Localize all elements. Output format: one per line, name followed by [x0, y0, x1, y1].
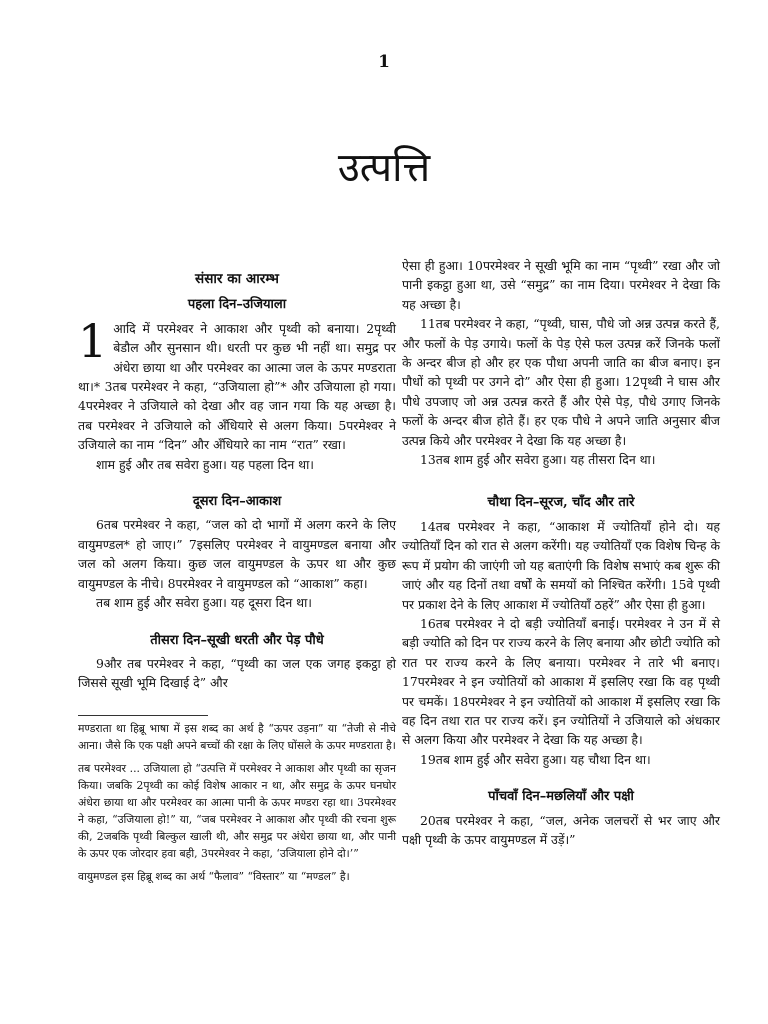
footnote-1: मण्डराता था हिब्रू भाषा में इस शब्द का अर्थ है “ऊपर उड़ना” या “तेजी से नीचे आना। जैसे कि एक पक्षी अपने बच्चों की रक्षा के लिए घोंसले के ऊपर मण्डराता है। [78, 721, 396, 752]
day1-close: शाम हुई और तब सवेरा हुआ। यह पहला दिन था। [96, 456, 314, 472]
footnotes [78, 715, 396, 885]
day3-heading: तीसरा दिन–सूखी धरती और पेड़ पौधे [150, 632, 324, 648]
day4-text: 14तब परमेश्वर ने कहा, “आकाश में ज्योतियाँ होने दो। यह ज्योतियाँ दिन को रात से अलग करेंगी। यह ज्योतियाँ एक विशेष चिन्ह के रूप में प्रयोग की जाएंगी जो यह बताएंगी कि विशेष सभाएं कब शुरू की जाएं और यह दिनों तथा वर्षों के समयों को निश्चित करेंगी। 15वे पृथ्वी पर प्रकाश देने के लिए आकाश में ज्योतियाँ ठहरें” और ऐसा ही हुआ। [402, 518, 720, 612]
chapter-numeral: 1 [78, 313, 108, 368]
day4-heading: चौथा दिन–सूरज, चाँद और तारे [487, 495, 635, 511]
day1-paragraph [78, 313, 396, 455]
day1-text: आदि में परमेश्वर ने आकाश और पृथ्वी को बनाया। 2पृथ्वी बेडौल और सुनसान थी। धरती पर कुछ भी नहीं था। समुद्र पर अंधेरा छाया था और परमेश्वर का आत्मा जल के ऊपर मण्डराता था।* 3तब परमेश्वर ने कहा, “उजियाला हो”* और उजियाला हो गया। 4परमेश्वर ने उजियाले को देखा और वह जान गया कि यह अच्छा है। तब परमेश्वर ने उजियाले को अँधियारे से अलग किया। 5परमेश्वर ने उजियाले का नाम “दिन” और अँधियारे का नाम “रात” रखा। [78, 320, 396, 453]
day1-heading: पहला दिन–उजियाला [187, 297, 287, 313]
verse-13: 13तब शाम हुई और सवेरा हुआ। यह तीसरा दिन था। [420, 452, 656, 468]
left-column [78, 256, 396, 891]
verse-16-18: 16तब परमेश्वर ने दो बड़ी ज्योतियाँ बनाई। परमेश्वर ने उन में से बड़ी ज्योति को दिन पर राज्य करने के लिए बनाया और छोटी ज्योति को रात पर राज्य करने के लिए बनाया। परमेश्वर ने तारे भी बनाए। 17परमेश्वर ने इन ज्योतियों को आकाश में इसलिए रखा कि वह पृथ्वी पर चमकें। 18परमेश्वर ने इन ज्योतियों को आकाश में इसलिए रखा कि वह दिन तथा रात पर राज्य करें। इन ज्योतियों ने उजियाले को अंधकार से अलग किया और परमेश्वर ने देखा कि यह अच्छा है। [402, 615, 720, 748]
day3-continuation: ऐसा ही हुआ। 10परमेश्वर ने सूखी भूमि का नाम “पृथ्वी” रखा और जो पानी इकट्ठा हुआ था, उसे “समुद्र” का नाम दिया। परमेश्वर ने देखा कि यह अच्छा है। [402, 258, 720, 312]
page-number: 1 [378, 52, 390, 72]
day2-heading: दूसरा दिन–आकाश [192, 494, 282, 510]
section-title: संसार का आरम्भ [195, 271, 279, 287]
verse-19: 19तब शाम हुई और सवेरा हुआ। यह चौथा दिन था। [420, 751, 651, 767]
right-column [402, 256, 720, 849]
day5-text: 20तब परमेश्वर ने कहा, “जल, अनेक जलचरों से भर जाए और पक्षी पृथ्वी के ऊपर वायुमण्डल में उड़ें।” [402, 812, 720, 847]
day5-heading: पाँचवाँ दिन–मछलियाँ और पक्षी [488, 789, 634, 805]
day2-close: तब शाम हुई और सवेरा हुआ। यह दूसरा दिन था। [96, 595, 313, 611]
book-title: उत्पत्ति [337, 145, 431, 191]
footnote-2: तब परमेश्वर ... उजियाला हो “उत्पत्ति में परमेश्वर ने आकाश और पृथ्वी का सृजन किया। जबकि 2पृथ्वी का कोई विशेष आकार न था, और समुद्र के ऊपर घनघोर अंधेरा छाया था और परमेश्वर का आत्मा पानी के ऊपर मण्डरा रहा था। 3परमेश्वर ने कहा, “उजियाला हो!” या, “जब परमेश्वर ने आकाश और पृथ्वी की रचना शुरू की, 2जबकि पृथ्वी बिल्कुल खाली थी, और समुद्र पर अंधेरा छाया था, और पानी के ऊपर एक जोरदार हवा बही, 3परमेश्वर ने कहा, ‘उजियाला होने दो।’” [78, 761, 396, 860]
verse-11-12: 11तब परमेश्वर ने कहा, “पृथ्वी, घास, पौधे जो अन्न उत्पन्न करते हैं, और फलों के पेड़ उगाये। फलों के पेड़ ऐसे फल उत्पन्न करें जिनके फलों के अन्दर बीज हो और हर एक पौधा अपनी जाति का बीज बनाए। इन पौधों को पृथ्वी पर उगने दो” और ऐसा ही हुआ। 12पृथ्वी ने घास और पौधे उपजाए जो अन्न उत्पन्न करते हैं और ऐसे पेड़, पौधे उगाए जिनके फलों के अन्दर बीज होते हैं। हर एक पौधे ने अपने जाति अनुसार बीज उत्पन्न किये और परमेश्वर ने देखा कि यह अच्छा है। [402, 316, 720, 448]
footnote-3: वायुमण्डल इस हिब्रू शब्द का अर्थ “फैलाव” “विस्तार” या “मण्डल” है। [78, 869, 350, 883]
day3-text: 9और तब परमेश्वर ने कहा, “पृथ्वी का जल एक जगह इकट्ठा हो जिससे सूखी भूमि दिखाई दे” और [78, 655, 396, 691]
day2-text: 6तब परमेश्वर ने कहा, “जल को दो भागों में अलग करने के लिए वायुमण्डल* हो जाए।” 7इसलिए परमेश्वर ने वायुमण्डल बनाया और जल को अलग किया। कुछ जल वायुमण्डल के ऊपर था और कुछ वायुमण्डल के नीचे। 8परमेश्वर ने वायुमण्डल को “आकाश” कहा। [78, 517, 396, 591]
